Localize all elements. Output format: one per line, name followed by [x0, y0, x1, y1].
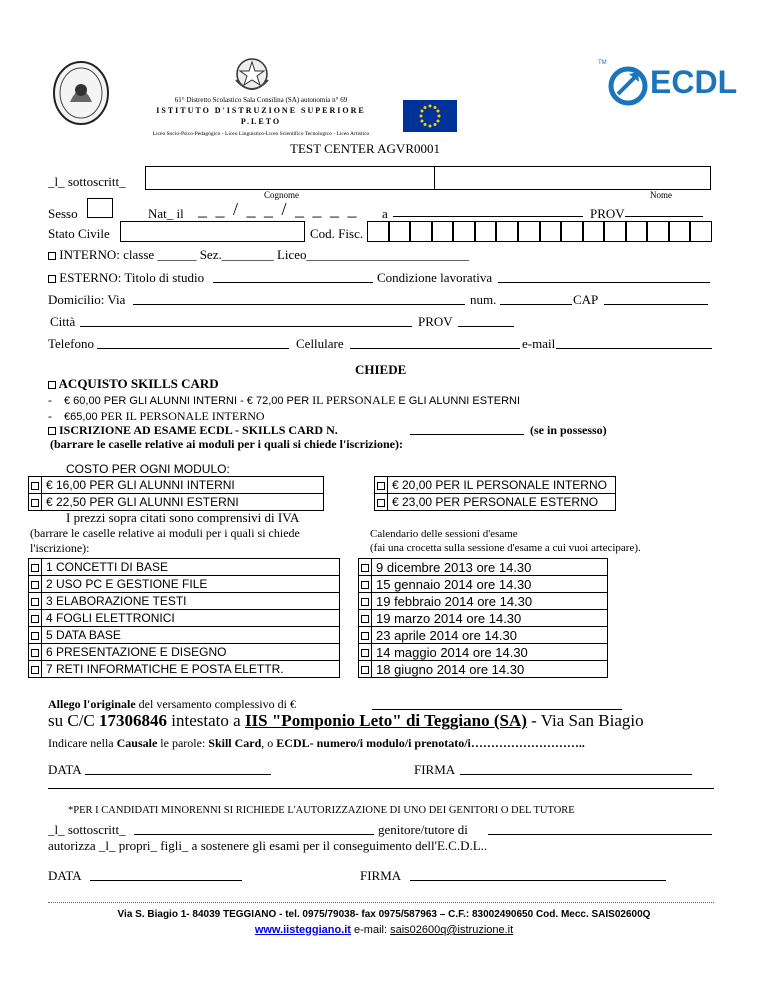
cost-right-1: € 20,00 PER IL PERSONALE INTERNO — [388, 477, 616, 494]
sesso-field[interactable] — [87, 198, 113, 218]
session-checkbox[interactable] — [361, 598, 369, 606]
school-tracks: Liceo Socio-Psico-Pedagogico - Liceo Linguistico-Liceo Scientifico Tecnologico - Liceo Artistico — [152, 131, 370, 137]
causale-text: Indicare nella — [48, 736, 114, 750]
cognome-field[interactable] — [145, 166, 435, 190]
district-line: 61° Distretto Scolastico Sala Consilina (SA) autonomia n° 69 — [174, 96, 348, 104]
price1-c: E GLI ALUNNI ESTERNI — [398, 395, 521, 407]
price-row-1: - € 60,00 PER GLI ALUNNI INTERNI - € 72,00 PER IL PERSONALE E GLI ALUNNI ESTERNI — [48, 393, 521, 407]
minor-name-field[interactable] — [488, 834, 712, 835]
price1-a: € 60,00 PER GLI ALUNNI INTERNI - € 72,00 PER — [64, 395, 310, 407]
cost-right-checkbox[interactable] — [377, 499, 385, 507]
acquisto-checkbox[interactable] — [48, 381, 56, 389]
iscrizione-row — [48, 423, 338, 438]
causale-row — [48, 736, 585, 751]
cost-left-checkbox[interactable] — [31, 482, 39, 490]
session-label: 23 aprile 2014 ore 14.30 — [372, 627, 608, 644]
cost-right-2: € 23,00 PER PERSONALE ESTERNO — [388, 494, 616, 511]
session-label: 9 dicembre 2013 ore 14.30 — [372, 559, 608, 576]
eu-flag-icon — [403, 100, 457, 132]
esterno-checkbox[interactable] — [48, 275, 56, 283]
session-checkbox[interactable] — [361, 564, 369, 572]
cc-via: - Via San Biagio — [531, 711, 644, 730]
prov2-field[interactable] — [458, 326, 514, 327]
acquisto-label: ACQUISTO SKILLS CARD — [58, 376, 219, 391]
telefono-field[interactable] — [97, 348, 289, 349]
cc-intestato: intestato a — [171, 711, 241, 730]
allego-row — [48, 697, 296, 712]
session-label: 19 febbraio 2014 ore 14.30 — [372, 593, 608, 610]
barrare-moduli: (barrare le caselle relative ai moduli per i quali si chiede l'iscrizione): — [30, 526, 300, 555]
titolo-studio-field[interactable] — [213, 282, 373, 283]
interno-label: INTERNO: classe ______ Sez.________ Liceo_________________________ — [59, 247, 470, 262]
cod-fisc-label: Cod. Fisc. — [310, 226, 364, 241]
footer-contacts — [30, 924, 738, 936]
sottoscritto-label: _l_ sottoscritt_ — [48, 174, 126, 189]
module-row — [29, 610, 340, 627]
module-row — [29, 593, 340, 610]
causale-text: le parole: — [160, 736, 206, 750]
causale-word: Causale — [116, 736, 158, 750]
module-checkbox[interactable] — [31, 581, 39, 589]
session-checkbox[interactable] — [361, 581, 369, 589]
price-row-2: - €65,00 PER IL PERSONALE INTERNO — [48, 409, 265, 423]
prov2-label: PROV — [418, 314, 453, 329]
stato-civile-label: Stato Civile — [48, 226, 110, 241]
session-label: 18 giugno 2014 ore 14.30 — [372, 661, 608, 678]
session-row — [359, 661, 608, 678]
module-checkbox[interactable] — [31, 632, 39, 640]
iscrizione-checkbox[interactable] — [48, 427, 56, 435]
session-row — [359, 576, 608, 593]
chiede-title: CHIEDE — [355, 362, 407, 377]
session-checkbox[interactable] — [361, 615, 369, 623]
email-link[interactable]: sais02600q@istruzione.it — [390, 924, 514, 936]
email-prefix: e-mail: — [354, 924, 388, 936]
school-short-name: P.LETO — [240, 117, 282, 126]
module-label: 2 USO PC E GESTIONE FILE — [42, 576, 340, 593]
module-row — [29, 576, 340, 593]
module-label: 6 PRESENTAZIONE E DISEGNO — [42, 644, 340, 661]
condizione-label: Condizione lavorativa — [377, 270, 493, 285]
costs-left-table — [28, 476, 324, 511]
domicilio-field[interactable] — [133, 304, 465, 305]
minors-note: *PER I CANDIDATI MINORENNI SI RICHIEDE L'AUTORIZZAZIONE DI UNO DEI GENITORI O DEL TUTORE — [68, 805, 575, 816]
calendario-title: Calendario delle sessioni d'esame — [370, 528, 518, 540]
condizione-field[interactable] — [498, 282, 710, 283]
module-label: 7 RETI INFORMATICHE E POSTA ELETTR. — [42, 661, 340, 678]
module-label: 4 FOGLI ELETTRONICI — [42, 610, 340, 627]
module-label: 3 ELABORAZIONE TESTI — [42, 593, 340, 610]
genitore-label: genitore/tutore di — [378, 822, 468, 837]
module-label: 1 CONCETTI DI BASE — [42, 559, 340, 576]
price2-b: PER IL PERSONALE INTERNO — [100, 409, 265, 423]
module-row — [29, 559, 340, 576]
firma-label: FIRMA — [414, 762, 456, 777]
footer-separator — [48, 902, 714, 903]
birth-date-field[interactable]: _ _ / _ _ / _ _ _ _ — [198, 199, 359, 219]
email-field[interactable] — [556, 348, 712, 349]
cc-name: IIS "Pomponio Leto" di Teggiano (SA) — [244, 711, 527, 730]
cellulare-label: Cellulare — [296, 336, 344, 351]
cost-left-checkbox[interactable] — [31, 499, 39, 507]
cost-right-checkbox[interactable] — [377, 482, 385, 490]
session-label: 19 marzo 2014 ore 14.30 — [372, 610, 608, 627]
importo-field[interactable] — [372, 709, 622, 710]
minors-data-field[interactable] — [90, 880, 242, 881]
barrare-label: (barrare le caselle relative ai moduli per i quali si chiede l'iscrizione): — [50, 437, 403, 451]
cost-left-2: € 22,50 PER GLI ALUNNI ESTERNI — [42, 494, 324, 511]
cap-field[interactable] — [604, 304, 708, 305]
test-center: TEST CENTER AGVR0001 — [290, 141, 440, 156]
domicilio-label: Domicilio: Via — [48, 292, 126, 307]
nome-field[interactable] — [434, 166, 711, 190]
stato-civile-field[interactable] — [120, 221, 305, 242]
republic-emblem-icon — [232, 54, 272, 96]
school-crest-icon — [52, 60, 110, 126]
nato-label: Nat_ il — [148, 206, 184, 221]
price2-a: €65,00 — [64, 411, 98, 423]
num-field[interactable] — [500, 304, 572, 305]
session-row — [359, 593, 608, 610]
session-checkbox[interactable] — [361, 666, 369, 674]
firma-field[interactable] — [460, 774, 692, 775]
skill-card-word: Skill Card — [208, 736, 262, 750]
session-checkbox[interactable] — [361, 632, 369, 640]
costs-title: COSTO PER OGNI MODULO: — [66, 462, 230, 476]
iscrizione-label: ISCRIZIONE AD ESAME ECDL - SKILLS CARD N. — [59, 423, 338, 437]
session-checkbox[interactable] — [361, 649, 369, 657]
session-row — [359, 644, 608, 661]
cognome-label: Cognome — [264, 190, 299, 200]
module-row — [29, 627, 340, 644]
cc-number: 17306846 — [99, 711, 168, 730]
session-row — [359, 610, 608, 627]
a-label: a — [382, 206, 388, 221]
data-label: DATA — [48, 762, 82, 777]
separator-line — [48, 788, 714, 789]
cc-prefix: su C/C — [48, 711, 95, 730]
cap-label: CAP — [573, 292, 599, 307]
autorizza-text: autorizza _l_ propri_ figli_ a sostenere gli esami per il conseguimento dell'E.C.D.L.. — [48, 838, 488, 853]
cost-left-1: € 16,00 PER GLI ALUNNI INTERNI — [42, 477, 324, 494]
interno-checkbox[interactable] — [48, 252, 56, 260]
nome-label: Nome — [650, 190, 672, 200]
school-name: ISTITUTO D'ISTRUZIONE SUPERIORE — [156, 106, 366, 115]
session-label: 15 gennaio 2014 ore 14.30 — [372, 576, 608, 593]
minors-name-field[interactable] — [134, 834, 374, 835]
sesso-label: Sesso — [48, 206, 78, 221]
allego-bold: Allego l'originale — [48, 697, 136, 711]
data-field[interactable] — [85, 774, 271, 775]
ecdl-tm: TM — [598, 60, 607, 66]
cc-row — [48, 711, 644, 731]
skills-card-number-field[interactable] — [410, 434, 524, 435]
esterno-label: ESTERNO: Titolo di studio — [59, 270, 205, 285]
session-label: 14 maggio 2014 ore 14.30 — [372, 644, 608, 661]
cod-fisc-field[interactable] — [367, 221, 712, 242]
iva-note: I prezzi sopra citati sono comprensivi di IVA — [66, 510, 300, 525]
module-row — [29, 644, 340, 661]
modules-table — [28, 558, 340, 678]
num-label: num. — [470, 292, 497, 307]
birth-place-field[interactable] — [393, 216, 583, 217]
ecdl-word: ECDL- numero/i modulo/i prenotato/i……………………….. — [276, 736, 585, 750]
footer-address: Via S. Biagio 1- 84039 TEGGIANO - tel. 0975/79038- fax 0975/587963 – C.F.: 83002490650 Cod. Mecc. SAIS02600Q — [117, 909, 651, 920]
module-row — [29, 661, 340, 678]
citta-label: Città — [50, 314, 76, 329]
acquisto-row — [48, 376, 219, 392]
se-possesso-label: (se in possesso) — [530, 423, 607, 437]
minors-data-label: DATA — [48, 868, 82, 883]
interno-row — [48, 247, 469, 263]
prov-label: PROV — [590, 206, 625, 221]
module-checkbox[interactable] — [31, 666, 39, 674]
sessions-table — [358, 558, 608, 678]
minors-firma-field[interactable] — [410, 880, 666, 881]
module-checkbox[interactable] — [31, 649, 39, 657]
costs-right-table — [374, 476, 616, 511]
allego-rest: del versamento complessivo di € — [138, 697, 296, 711]
website-link[interactable]: www.iisteggiano.it — [254, 924, 351, 936]
price1-b: IL PERSONALE — [312, 393, 396, 407]
module-label: 5 DATA BASE — [42, 627, 340, 644]
session-row — [359, 559, 608, 576]
esterno-row — [48, 270, 204, 286]
ecdl-logo-icon — [608, 66, 648, 106]
calendario-note: (fai una crocetta sulla sessione d'esame a cui vuoi artecipare). — [370, 542, 641, 554]
minors-sottoscritto: _l_ sottoscritt_ — [48, 822, 126, 837]
citta-field[interactable] — [80, 326, 412, 327]
ecdl-logo-text: ECDL — [650, 64, 738, 100]
prov-field[interactable] — [625, 216, 703, 217]
causale-text: , o — [261, 736, 274, 750]
module-checkbox[interactable] — [31, 615, 39, 623]
module-checkbox[interactable] — [31, 564, 39, 572]
telefono-label: Telefono — [48, 336, 95, 351]
minors-firma-label: FIRMA — [360, 868, 402, 883]
session-row — [359, 627, 608, 644]
module-checkbox[interactable] — [31, 598, 39, 606]
email-label: e-mail — [522, 336, 556, 351]
cellulare-field[interactable] — [350, 348, 520, 349]
